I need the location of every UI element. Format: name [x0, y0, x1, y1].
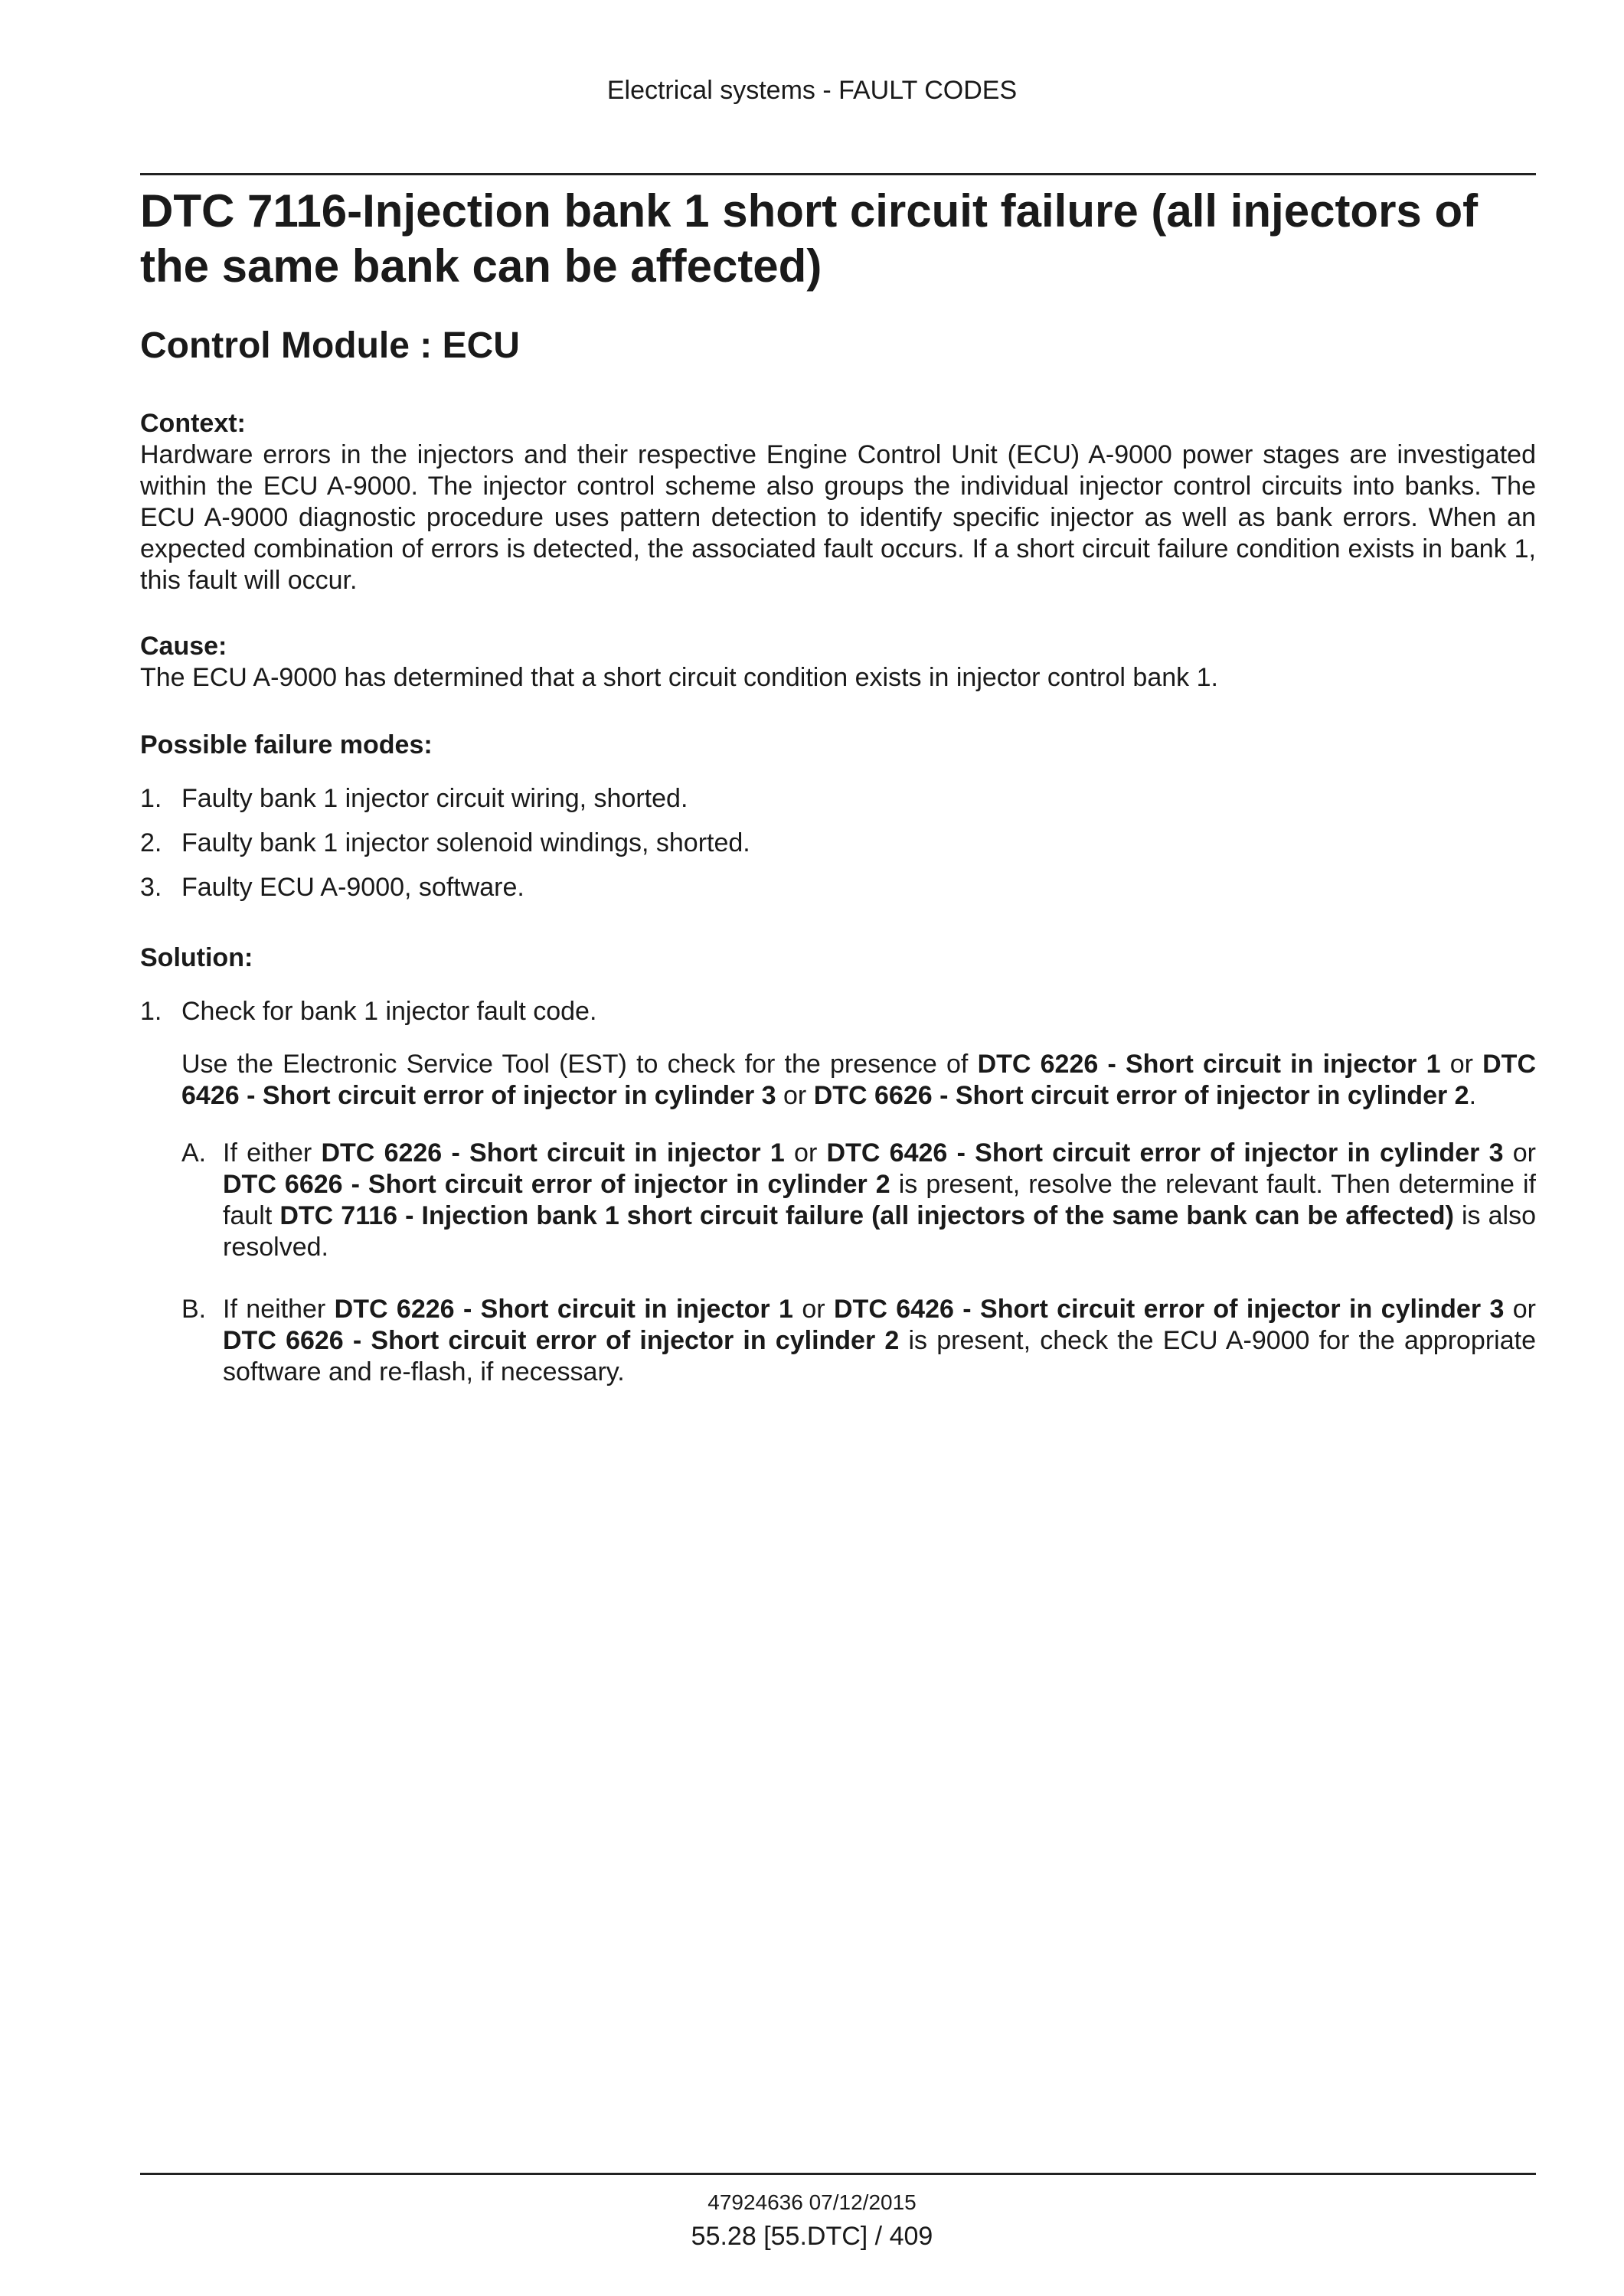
control-module-heading: Control Module : ECU: [140, 325, 520, 366]
cause-label: Cause:: [140, 632, 227, 661]
dtc-reference: DTC 6226 - Short circuit in injector 1: [977, 1050, 1441, 1079]
failure-modes-label: Possible failure modes:: [140, 730, 433, 759]
step-number: 1.: [140, 997, 162, 1026]
list-item: [140, 827, 1536, 859]
sub-step-fragment: is present, resolve the relevant fault. Then determine if fault: [223, 1170, 1536, 1230]
step-text: Check for bank 1 injector fault code.: [181, 997, 597, 1026]
header-divider: [140, 173, 1536, 175]
list-item: [140, 871, 1536, 903]
sub-step-a: [181, 1138, 1536, 1263]
footer-page-number: 55.28 [55.DTC] / 409: [691, 2222, 933, 2251]
dtc-reference: DTC 6626 - Short circuit error of injector in cylinder 2: [223, 1326, 900, 1355]
footer-divider: [140, 2173, 1536, 2175]
footer-doc-info: 47924636 07/12/2015: [707, 2190, 917, 2214]
step-note: [181, 1049, 1536, 1112]
list-item-text: Faulty bank 1 injector solenoid windings, shorted.: [181, 828, 750, 857]
sub-step-fragment: or: [784, 1138, 827, 1168]
page-header: Electrical systems - FAULT CODES: [606, 76, 1018, 105]
sub-step-fragment: or: [1503, 1138, 1536, 1168]
sub-step-b: [181, 1294, 1536, 1388]
dtc-reference: DTC 6226 - Short circuit in injector 1: [334, 1295, 793, 1324]
sub-step-fragment: is also resolved.: [223, 1201, 1536, 1262]
note-text: or: [776, 1081, 814, 1110]
context-label: Context:: [140, 409, 246, 438]
note-text: or: [1440, 1050, 1483, 1079]
sub-step-fragment: If neither: [223, 1295, 335, 1324]
sub-step-letter: B.: [181, 1295, 207, 1324]
solution-label: Solution:: [140, 943, 253, 972]
context-text: Hardware errors in the injectors and their respective Engine Control Unit (ECU) A-9000 power stages are investigated within the ECU A-9000. The injector control scheme also groups the individual injector control circuits into banks. The ECU A-9000 diagnostic procedure uses pattern detection to identify specific injector as well as bank errors. When an expected combination of errors is detected, the associated fault occurs. If a short circuit failure condition exists in bank 1, this fault will occur.: [140, 440, 1536, 595]
dtc-reference: DTC 6626 - Short circuit error of injector in cylinder 2: [813, 1081, 1469, 1110]
sub-step-fragment: is present, check the ECU A-9000 for the appropriate software and re-flash, if necessary.: [223, 1326, 1536, 1386]
list-item-number: 2.: [140, 828, 162, 857]
solution-steps: [140, 995, 1536, 1027]
solution-step: [140, 995, 1536, 1027]
page-title: DTC 7116-Injection bank 1 short circuit failure (all injectors of the same bank can be affected): [140, 185, 1479, 292]
list-item-number: 3.: [140, 873, 162, 902]
dtc-reference: DTC 7116 - Injection bank 1 short circuit failure (all injectors of the same bank can be affected): [279, 1201, 1454, 1230]
sub-step-fragment: or: [1504, 1295, 1536, 1324]
list-item: [140, 782, 1536, 815]
sub-step-fragment: or: [792, 1295, 834, 1324]
list-item-text: Faulty ECU A-9000, software.: [181, 873, 524, 902]
dtc-reference: DTC 6426 - Short circuit error of injector in cylinder 3: [834, 1295, 1505, 1324]
dtc-reference: DTC 6626 - Short circuit error of injector in cylinder 2: [223, 1170, 890, 1199]
list-item-number: 1.: [140, 784, 162, 813]
document-body: [140, 178, 1536, 1419]
sub-step-text: [223, 1294, 1536, 1388]
failure-modes-list: [140, 782, 1536, 903]
dtc-reference: DTC 6426 - Short circuit error of injector in cylinder 3: [826, 1138, 1504, 1168]
note-text: .: [1469, 1081, 1477, 1110]
dtc-reference: DTC 6426 - Short circuit error of injector in cylinder 3: [181, 1050, 1537, 1110]
sub-steps: [181, 1138, 1536, 1388]
sub-step-text: [223, 1138, 1536, 1263]
dtc-reference: DTC 6226 - Short circuit in injector 1: [321, 1138, 785, 1168]
cause-text: The ECU A-9000 has determined that a short circuit condition exists in injector control bank 1.: [140, 663, 1218, 692]
sub-step-fragment: If either: [223, 1138, 322, 1168]
sub-step-letter: A.: [181, 1138, 207, 1168]
list-item-text: Faulty bank 1 injector circuit wiring, shorted.: [181, 784, 688, 813]
note-text: Use the Electronic Service Tool (EST) to check for the presence of: [181, 1050, 978, 1079]
